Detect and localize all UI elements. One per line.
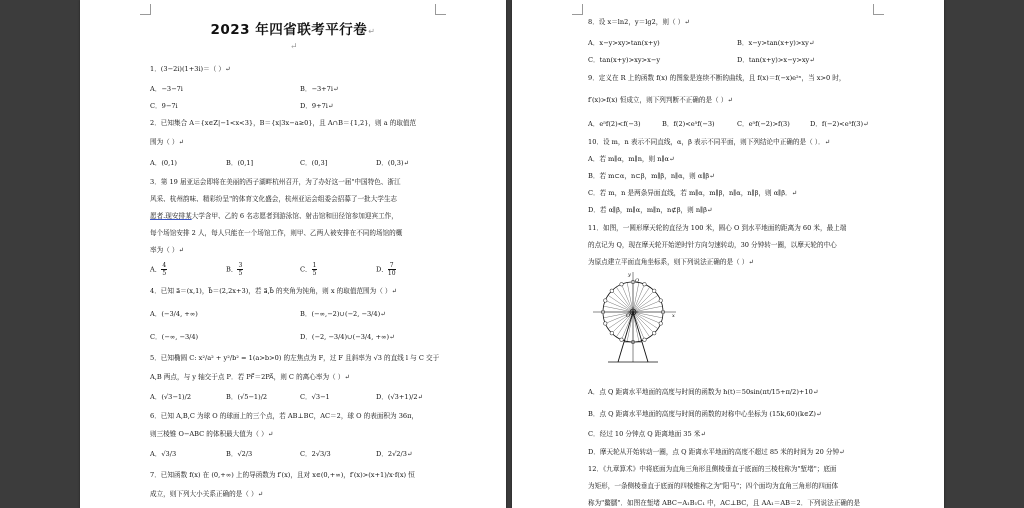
crop-mark xyxy=(572,4,583,15)
q6-option-a: A．√3/3 xyxy=(150,450,177,458)
option-letter: B． xyxy=(226,265,238,274)
fraction xyxy=(161,262,167,277)
ferris-wheel-figure xyxy=(588,270,678,370)
y-axis-label: y xyxy=(628,272,631,278)
q9-option-b: B．f(2)<e⁵f(−3) xyxy=(662,120,715,128)
q11-line2: 的点记为 Q，现在摩天轮开始逆时针方向匀速转动，30 分钟转一圈，以摩天轮的中心 xyxy=(588,241,837,249)
return-mark: ↵ xyxy=(290,42,298,52)
q11-line3: 为原点建立平面直角坐标系，则下列说法正确的是（ ）↵ xyxy=(588,258,754,266)
page-title xyxy=(80,18,506,38)
q4-option-a: A．(−3/4, +∞) xyxy=(150,310,198,318)
origin-label: O xyxy=(626,313,631,319)
q12-line3: 称为"鳖臑"．如图在堑堵 ABC−A₁B₁C₁ 中，AC⊥BC，且 AA₁＝AB＝2．下列说法正确的是 xyxy=(588,499,861,507)
right-page xyxy=(512,0,944,508)
crop-mark xyxy=(873,4,884,15)
q3-underlined-text: 愿者.现安排某 xyxy=(150,212,192,220)
q9-stem-line1: 9．定义在 R 上的函数 f(x) 的图象是连续不断的曲线，且 f(x)＝f(−x)e²ˣ，当 x>0 时， xyxy=(588,74,846,82)
wheel-cabin xyxy=(643,338,647,342)
numerator: 3 xyxy=(238,262,243,269)
numerator: 4 xyxy=(162,262,167,269)
q3-line2: 风采、杭州韵味、精彩纷呈"的体育文化盛会，杭州亚运会组委会招募了一批大学生志 xyxy=(150,195,397,203)
q1-option-b: B．−3+7i↵ xyxy=(300,85,339,93)
q12-line1: 12．《九章算术》中将底面为直角三角形且侧棱垂直于底面的三棱柱称为"堑堵"；底面 xyxy=(588,465,837,473)
q8-option-a: A．x−y>xy>tan(x+y) xyxy=(588,39,660,47)
left-page xyxy=(80,0,506,508)
wheel-cabin xyxy=(652,331,656,335)
fraction xyxy=(237,262,243,277)
q6-stem-line1: 6．已知 A,B,C 为球 O 的球面上的三个点，若 AB⊥BC，AC＝2，球 O 的表面积为 36π， xyxy=(150,412,419,420)
q11-option-a: A．点 Q 距离水平地面的高度与时间的函数为 h(t)＝50sin(πt/15+π/2)+10↵ xyxy=(588,388,819,396)
q3-line3 xyxy=(150,212,398,221)
q3-line1: 3．第 19 届亚运会即将在美丽的西子湖畔杭州召开，为了办好这一届"中国特色、浙江 xyxy=(150,178,401,186)
q10-option-a: A．若 m∥α，m∥n，则 n∥α↵ xyxy=(588,155,675,163)
wheel-spoke xyxy=(612,291,633,312)
denominator: 5 xyxy=(238,270,243,277)
q3-option-d xyxy=(376,262,396,277)
q2-stem-line2: 围为（ ）↵ xyxy=(150,138,184,146)
option-letter: A． xyxy=(150,265,162,274)
q3-line3-rest: 大学含甲、乙的 6 名志愿者到游泳馆、射击馆和田径馆参加迎宾工作， xyxy=(191,212,398,220)
denominator: 5 xyxy=(162,270,167,277)
q11-option-b: B．点 Q 距离水平地面的高度与时间的函数的对称中心坐标为 (15k,60)(k∈Z)↵ xyxy=(588,410,822,418)
wheel-cabin xyxy=(643,282,647,286)
q11-line1: 11．如图，一圆形摩天轮的直径为 100 米，圆心 O 到水平地面的距离为 60 米，最上端 xyxy=(588,224,847,232)
q6-option-c: C．2√3/3 xyxy=(300,450,331,458)
q5-stem-line1: 5．已知椭圆 C: x²/a² + y²/b² = 1(a>b>0) 的左焦点为 F，过 F 且斜率为 √3 的直线 l 与 C 交于 xyxy=(150,354,440,362)
q3-line5: 率为（ ）↵ xyxy=(150,246,184,254)
denominator: 5 xyxy=(312,270,317,277)
numerator: 7 xyxy=(389,262,394,269)
x-axis-label: x xyxy=(672,313,675,319)
wheel-cabin xyxy=(652,289,656,293)
wheel-cabin xyxy=(659,299,663,303)
numerator: 1 xyxy=(312,262,317,269)
q5-option-d: D．(√3+1)/2↵ xyxy=(376,393,424,401)
q3-option-b xyxy=(226,262,243,277)
q3-line4: 每个场馆安排 2 人，每人只能在一个场馆工作，则甲、乙两人被安排在不同的场馆的概 xyxy=(150,229,403,237)
q8-option-b: B．x−y>tan(x+y)>xy↵ xyxy=(737,39,815,47)
q1-stem: 1．(3−2i)(1+3i)＝（ ）↵ xyxy=(150,65,231,73)
wheel-spoke xyxy=(633,291,654,312)
q2-option-a: A．(0,1) xyxy=(150,159,177,167)
q4-option-c: C．(−∞, −3/4) xyxy=(150,333,199,341)
q7-stem-line2: 成立，则下列大小关系正确的是（ ）↵ xyxy=(150,490,264,498)
wheel-cabin xyxy=(603,322,607,326)
q10-option-d: D．若 α∥β，m∥α，m∥n，n⊄β，则 n∥β↵ xyxy=(588,206,713,214)
q5-option-c: C．√3−1 xyxy=(300,393,330,401)
q4-stem: 4．已知 a⃗＝(x,1)，b⃗＝(2,2x+3)，若 a⃗,b⃗ 的夹角为钝角，则 x 的取值范围为（ ）↵ xyxy=(150,287,398,295)
q3-option-c xyxy=(300,262,317,277)
wheel-cabin xyxy=(610,289,614,293)
wheel-cabin xyxy=(610,331,614,335)
q10-stem: 10．设 m，n 表示不同直线，α，β 表示不同平面，则下列结论中正确的是（ ）．↵ xyxy=(588,138,831,146)
q10-option-b: B．若 m⊂α，n⊂β，m∥β，n∥α，则 α∥β↵ xyxy=(588,172,715,180)
wheel-cabin xyxy=(620,338,624,342)
q10-option-c: C．若 m，n 是两条异面直线，若 m∥α，m∥β，n∥α，n∥β，则 α∥β．↵ xyxy=(588,189,798,197)
q2-option-c: C．(0,3] xyxy=(300,159,328,167)
q3-option-a xyxy=(150,262,167,277)
q2-stem-line1: 2．已知集合 A＝{x∈Z|−1<x<3}，B＝{x|3x−a≥0}，且 A∩B＝{1,2}，则 a 的取值范 xyxy=(150,119,417,127)
q11-option-d: D．摩天轮从开始转动一圈，点 Q 距离水平地面的高度不超过 85 米的时间为 20 分钟↵ xyxy=(588,448,845,456)
q1-option-d: D．9+7i↵ xyxy=(300,102,334,110)
q9-option-d: D．f(−2)<e⁵f(3)↵ xyxy=(810,120,869,128)
fraction xyxy=(388,262,396,277)
wheel-cabin xyxy=(659,322,663,326)
q9-option-c: C．e⁵f(−2)>f(3) xyxy=(737,120,790,128)
wheel-cabin xyxy=(620,282,624,286)
q8-option-d: D．tan(x+y)>x−y>xy↵ xyxy=(737,56,815,64)
q5-option-b: B．(√5−1)/2 xyxy=(226,393,268,401)
q9-option-a: A．e⁵f(2)<f(−3) xyxy=(588,120,641,128)
q2-option-d: D．(0,3)↵ xyxy=(376,159,410,167)
q7-stem-line1: 7．已知函数 f(x) 在 (0,+∞) 上的导函数为 f′(x)，且对 x∈(0,+∞)，f′(x)>(x+1)/x·f(x) 恒 xyxy=(150,471,415,479)
fraction xyxy=(312,262,318,277)
return-mark: ↵ xyxy=(368,27,376,36)
q5-stem-line2: A,B 两点，与 y 轴交于点 P．若 PF⃗＝2PA⃗，则 C 的离心率为（ ）↵ xyxy=(150,373,350,381)
q2-option-b: B．(0,1] xyxy=(226,159,254,167)
q12-line2: 为矩形，一条侧棱垂直于底面的四棱锥称之为"阳马"；四个面均为直角三角形的四面体 xyxy=(588,482,839,490)
q4-option-d: D．(−2, −3/4)∪(−3/4, +∞)↵ xyxy=(300,333,395,341)
q1-option-a: A．−3−7i xyxy=(150,85,183,93)
option-letter: C． xyxy=(300,265,312,274)
q8-stem: 8．设 x＝ln2，y＝lg2，则（ ）↵ xyxy=(588,18,690,26)
point-q-label: Q xyxy=(635,278,640,284)
option-letter: D． xyxy=(376,265,388,274)
q9-stem-line2: f′(x)>f(x) 恒成立，则下列判断不正确的是（ ）↵ xyxy=(588,96,733,104)
q1-option-c: C．9−7i xyxy=(150,102,178,110)
q5-option-a: A．(√3−1)/2 xyxy=(150,393,192,401)
q8-option-c: C．tan(x+y)>xy>x−y xyxy=(588,56,661,64)
q6-option-d: D．2√2/3↵ xyxy=(376,450,413,458)
crop-mark xyxy=(435,4,446,15)
title-text: 2023 年四省联考平行卷 xyxy=(210,22,368,38)
q6-stem-line2: 则三棱锥 O−ABC 的体积最大值为（ ）↵ xyxy=(150,430,274,438)
q11-option-c: C．经过 10 分钟点 Q 距离地面 35 米↵ xyxy=(588,430,706,438)
q6-option-b: B．√2/3 xyxy=(226,450,253,458)
crop-mark xyxy=(140,4,151,15)
denominator: 10 xyxy=(387,270,396,277)
wheel-cabin xyxy=(603,299,607,303)
q4-option-b: B．(−∞,−2)∪(−2, −3/4)↵ xyxy=(300,310,386,318)
